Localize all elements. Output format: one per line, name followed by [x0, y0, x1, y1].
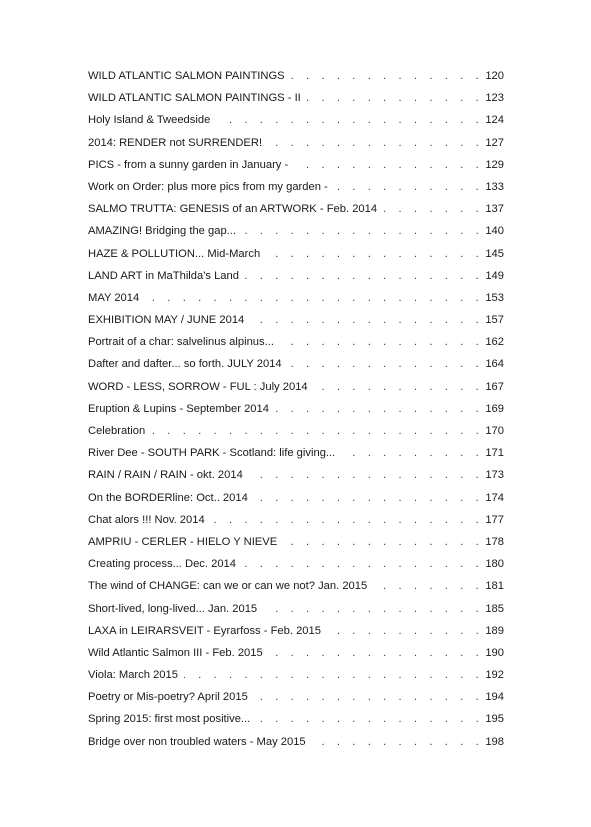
toc-entry-page-number: 194 [485, 691, 504, 704]
toc-entry[interactable] [88, 336, 504, 358]
toc-entry-page-number: 185 [485, 602, 504, 615]
toc-entry-title: Chat alors !!! Nov. 2014 [88, 513, 205, 526]
toc-entry-page-number: 157 [485, 314, 504, 327]
toc-entry-page-number: 180 [485, 558, 504, 571]
table-of-contents [88, 70, 504, 758]
toc-entry-title: Creating process... Dec. 2014 [88, 558, 236, 571]
toc-entry[interactable] [88, 647, 504, 669]
toc-entry-page-number: 123 [485, 92, 504, 105]
toc-entry[interactable] [88, 558, 504, 580]
toc-entry-page-number: 177 [485, 513, 504, 526]
toc-entry-page-number: 140 [485, 225, 504, 238]
toc-entry-page-number: 192 [485, 669, 504, 682]
toc-entry-page-number: 170 [485, 425, 504, 437]
toc-entry[interactable] [88, 580, 504, 602]
toc-entry[interactable] [88, 425, 504, 447]
toc-entry-title: Portrait of a char: salvelinus alpinus... [88, 336, 274, 349]
toc-entry-page-number: 133 [485, 180, 504, 193]
toc-entry-page-number: 173 [485, 469, 504, 482]
toc-entry[interactable] [88, 137, 504, 159]
toc-entry-title: LAXA in LEIRARSVEIT - Eyrarfoss - Feb. 2015 [88, 624, 321, 637]
toc-entry-page-number: 190 [485, 646, 504, 659]
toc-entry-page-number: 164 [485, 358, 504, 371]
toc-entry-title: WILD ATLANTIC SALMON PAINTINGS - II [88, 92, 301, 105]
toc-entry-title: SALMO TRUTTA: GENESIS of an ARTWORK - Feb. 2014 [88, 203, 378, 216]
toc-entry-page-number: 171 [485, 447, 504, 460]
toc-entry[interactable] [88, 736, 504, 758]
toc-dot-leader [145, 292, 483, 304]
toc-dot-leader [211, 514, 484, 526]
toc-entry-page-number: 198 [485, 735, 504, 748]
toc-dot-leader [307, 92, 484, 104]
toc-entry[interactable] [88, 314, 504, 336]
toc-dot-leader [254, 492, 484, 504]
toc-entry[interactable] [88, 381, 504, 403]
toc-entry[interactable] [88, 691, 504, 713]
toc-entry-title: River Dee - SOUTH PARK - Scotland: life giving... [88, 447, 336, 460]
toc-dot-leader [283, 536, 483, 548]
toc-dot-leader [268, 137, 483, 149]
toc-entry-title: Dafter and dafter... so forth. JULY 2014 [88, 358, 282, 371]
toc-dot-leader [242, 558, 483, 570]
toc-entry-page-number: 129 [485, 158, 504, 171]
toc-entry-page-number: 167 [485, 380, 504, 393]
toc-entry-title: Poetry or Mis-poetry? April 2015 [88, 691, 248, 704]
toc-entry-page-number: 174 [485, 491, 504, 504]
toc-entry[interactable] [88, 403, 504, 425]
toc-dot-leader [291, 70, 484, 82]
toc-entry-page-number: 137 [485, 203, 504, 216]
toc-entry[interactable] [88, 92, 504, 114]
toc-entry-title: Work on Order: plus more pics from my garden - [88, 180, 328, 193]
toc-entry-page-number: 124 [485, 114, 504, 127]
toc-entry-page-number: 127 [485, 136, 504, 149]
toc-entry-page-number: 169 [485, 402, 504, 415]
toc-entry-title: 2014: RENDER not SURRENDER! [88, 136, 263, 149]
toc-entry[interactable] [88, 514, 504, 536]
toc-entry-title: The wind of CHANGE: can we or can we not? Jan. 2015 [88, 580, 368, 593]
toc-entry-title: Short-lived, long-lived... Jan. 2015 [88, 602, 258, 615]
toc-entry-title: Holy Island & Tweedside [88, 114, 211, 127]
toc-entry-title: Eruption & Lupins - September 2014 [88, 402, 269, 415]
toc-dot-leader [327, 625, 483, 637]
toc-entry[interactable] [88, 447, 504, 469]
toc-entry-title: MAY 2014 [88, 291, 140, 304]
toc-entry[interactable] [88, 669, 504, 691]
toc-entry[interactable] [88, 203, 504, 225]
toc-entry-title: Spring 2015: first most positive... [88, 713, 251, 726]
toc-entry[interactable] [88, 603, 504, 625]
toc-entry[interactable] [88, 270, 504, 292]
toc-entry[interactable] [88, 469, 504, 491]
toc-entry-page-number: 145 [485, 247, 504, 260]
toc-dot-leader [280, 336, 483, 348]
toc-entry[interactable] [88, 358, 504, 380]
toc-dot-leader [254, 691, 484, 703]
toc-entry-page-number: 120 [485, 70, 504, 82]
toc-dot-leader [151, 425, 483, 437]
toc-entry-title: Viola: March 2015 [88, 669, 178, 682]
toc-entry[interactable] [88, 536, 504, 558]
toc-entry[interactable] [88, 248, 504, 270]
toc-entry[interactable] [88, 292, 504, 314]
toc-entry-page-number: 178 [485, 535, 504, 548]
toc-dot-leader [263, 603, 483, 615]
toc-dot-leader [250, 314, 483, 326]
toc-entry-page-number: 153 [485, 291, 504, 304]
toc-dot-leader [314, 381, 484, 393]
toc-dot-leader [312, 736, 484, 748]
toc-entry-title: Bridge over non troubled waters - May 2015 [88, 735, 306, 748]
toc-entry-title: AMPRIU - CERLER - HIELO Y NIEVE [88, 535, 278, 548]
toc-dot-leader [373, 580, 483, 592]
toc-entry[interactable] [88, 114, 504, 136]
toc-entry-title: PICS - from a sunny garden in January - [88, 158, 289, 171]
toc-entry-title: WORD - LESS, SORROW - FUL : July 2014 [88, 380, 308, 393]
toc-entry[interactable] [88, 492, 504, 514]
toc-entry-page-number: 195 [485, 713, 504, 726]
toc-dot-leader [275, 403, 483, 415]
toc-entry[interactable] [88, 713, 504, 735]
toc-dot-leader [184, 669, 483, 681]
toc-entry-title: LAND ART in MaThilda's Land [88, 269, 239, 282]
toc-dot-leader [242, 225, 483, 237]
toc-entry[interactable] [88, 625, 504, 647]
toc-dot-leader [294, 159, 483, 171]
toc-dot-leader [269, 647, 484, 659]
toc-entry[interactable] [88, 225, 504, 247]
toc-entry-title: EXHIBITION MAY / JUNE 2014 [88, 314, 245, 327]
toc-dot-leader [216, 114, 483, 126]
toc-dot-leader [249, 469, 484, 481]
toc-entry-title: On the BORDERline: Oct.. 2014 [88, 491, 248, 504]
toc-entry-page-number: 162 [485, 336, 504, 349]
toc-entry-title: HAZE & POLLUTION... Mid-March [88, 247, 261, 260]
toc-entry[interactable] [88, 181, 504, 203]
toc-entry-title: Celebration [88, 425, 146, 437]
toc-dot-leader [288, 358, 484, 370]
toc-entry-page-number: 189 [485, 624, 504, 637]
toc-entry-title: Wild Atlantic Salmon III - Feb. 2015 [88, 646, 263, 659]
toc-entry-page-number: 181 [485, 580, 504, 593]
toc-dot-leader [383, 203, 483, 215]
toc-dot-leader [256, 713, 483, 725]
toc-dot-leader [266, 248, 483, 260]
toc-entry-title: WILD ATLANTIC SALMON PAINTINGS [88, 70, 285, 82]
toc-entry-page-number: 149 [485, 269, 504, 282]
toc-dot-leader [245, 270, 483, 282]
toc-entry[interactable] [88, 70, 504, 92]
toc-entry-title: RAIN / RAIN / RAIN - okt. 2014 [88, 469, 243, 482]
toc-entry-title: AMAZING! Bridging the gap... [88, 225, 236, 238]
toc-dot-leader [334, 181, 484, 193]
toc-entry[interactable] [88, 159, 504, 181]
toc-dot-leader [341, 447, 483, 459]
